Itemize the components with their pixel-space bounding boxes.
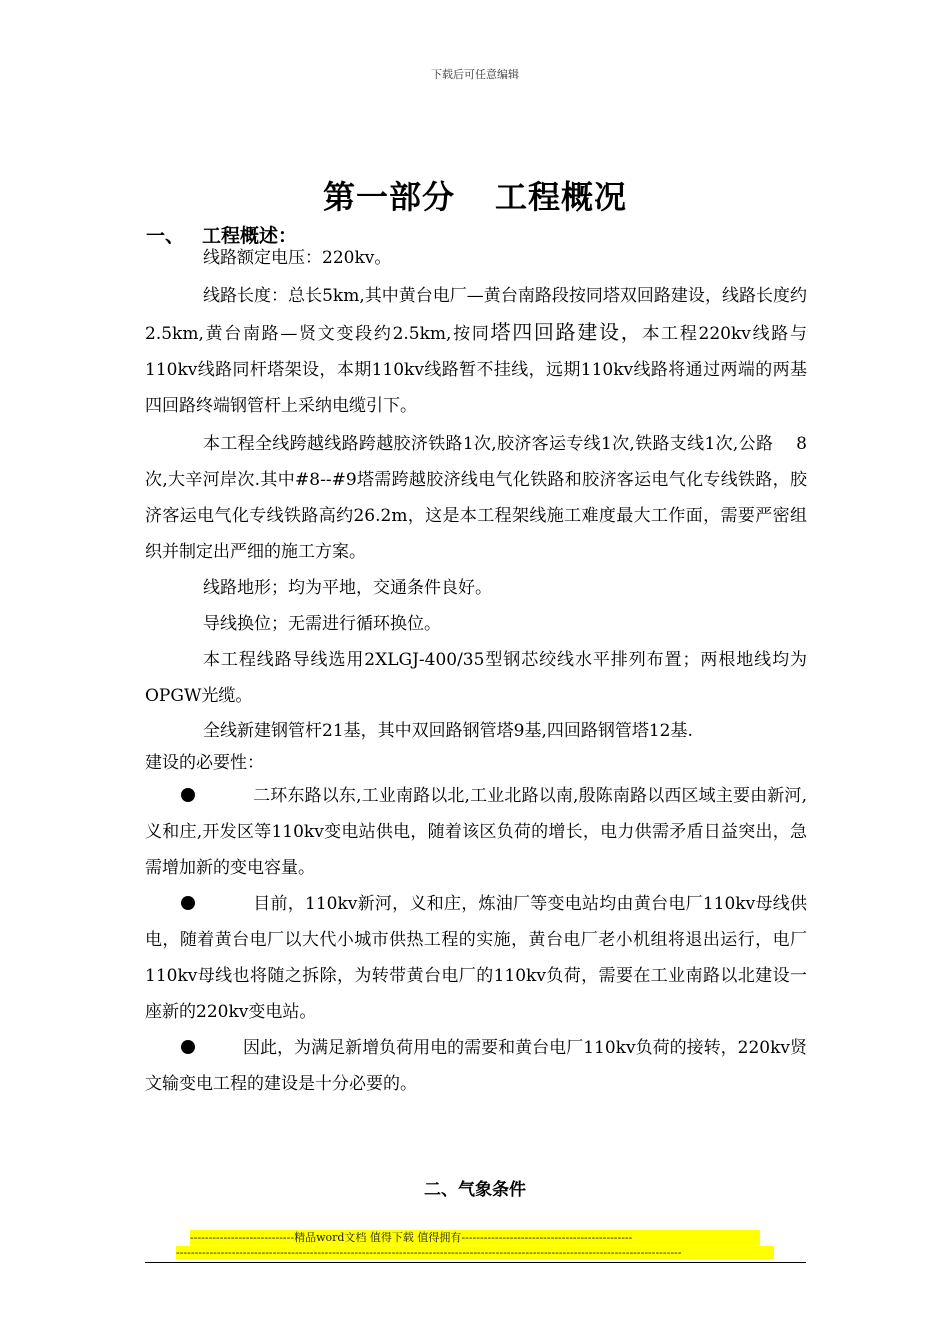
title-name: 工程概况 — [495, 178, 628, 216]
necessity-bullet-3 — [145, 1030, 807, 1102]
bullet-dot — [181, 788, 195, 802]
length-text-c: 本工程220kv线路与110kv线路同杆塔架设，本期110kv线路暂不挂线，远期110kv线路将通过两端的两基四回路终端钢管杆上采纳电缆引下。 — [145, 324, 807, 416]
header-note: 下载后可任意编辑 — [431, 68, 519, 81]
crossing-paragraph: 本工程全线跨越线路跨越胶济铁路1次,胶济客运专线1次,铁路支线1次,公路 8次,大辛河岸次.其中#8--#9塔需跨越胶济线电气化铁路和胶济客运电气化专线铁路，胶济客运电气化专线铁路高约26.2m，这是本工程架线施工难度最大工作面，需要严密组织并制定出严细的施工方案。 — [145, 434, 807, 562]
section-2-heading: 二、气象条件 — [424, 1180, 526, 1200]
bullet-dot — [181, 896, 195, 910]
section-1-body — [145, 240, 807, 1102]
length-text-a: 线路长度：总长5km,其中黄台电厂—黄台南路段按同塔双回路建设，线路长度约2.5km,黄台南路—贤文变段约2.5km,按同 — [145, 286, 807, 344]
page-title — [0, 172, 950, 218]
length-paragraph — [145, 278, 807, 424]
bullet-text-1: 二环东路以东,工业南路以北,工业北路以南,殷陈南路以西区域主要由新河,义和庄,开发区等110kv变电站供电，随着该区负荷的增长，电力供需矛盾日益突出，急需增加新的变电容量。 — [145, 786, 807, 878]
terrain-paragraph: 线路地形；均为平地，交通条件良好。 — [203, 578, 492, 598]
footer-banner-line-1: ----------------------------精品word文档 值得下载 值得拥有---------------------------------------------- — [190, 1230, 760, 1245]
bullet-text-3: 因此，为满足新增负荷用电的需要和黄台电厂110kv负荷的接转，220kv贤文输变电工程的建设是十分必要的。 — [145, 1038, 807, 1094]
title-part: 第一部分 — [322, 178, 455, 216]
voltage-paragraph: 线路额定电压：220kv。 — [203, 248, 392, 268]
necessity-bullet-1 — [145, 778, 807, 886]
section-1-title: 工程概述： — [202, 225, 298, 247]
footer-divider — [145, 1262, 806, 1263]
length-text-b: 塔四回路建设， — [490, 320, 643, 344]
necessity-bullet-2 — [145, 886, 807, 1030]
towers-paragraph: 全线新建钢管杆21基，其中双回路钢管塔9基,四回路钢管塔12基. — [203, 721, 693, 741]
footer-banner-line-2: ---------------------------------------------------------------------------------------------------------------------------------------- — [176, 1246, 774, 1259]
necessity-label: 建设的必要性： — [145, 753, 264, 773]
section-1-number: 一、 — [146, 225, 185, 247]
bullet-text-2: 目前，110kv新河，义和庄，炼油厂等变电站均由黄台电厂110kv母线供电，随着黄台电厂以大代小城市供热工程的实施，黄台电厂老小机组将退出运行，电厂110kv母线也将随之拆除，为转带黄台电厂的110kv负荷，需要在工业南路以北建设一座新的220kv变电站。 — [145, 894, 807, 1022]
transposition-paragraph: 导线换位；无需进行循环换位。 — [203, 614, 441, 634]
conductor-paragraph: 本工程线路导线选用2XLGJ-400/35型钢芯绞线水平排列布置；两根地线均为OPGW光缆。 — [145, 650, 807, 706]
bullet-dot — [181, 1040, 195, 1054]
